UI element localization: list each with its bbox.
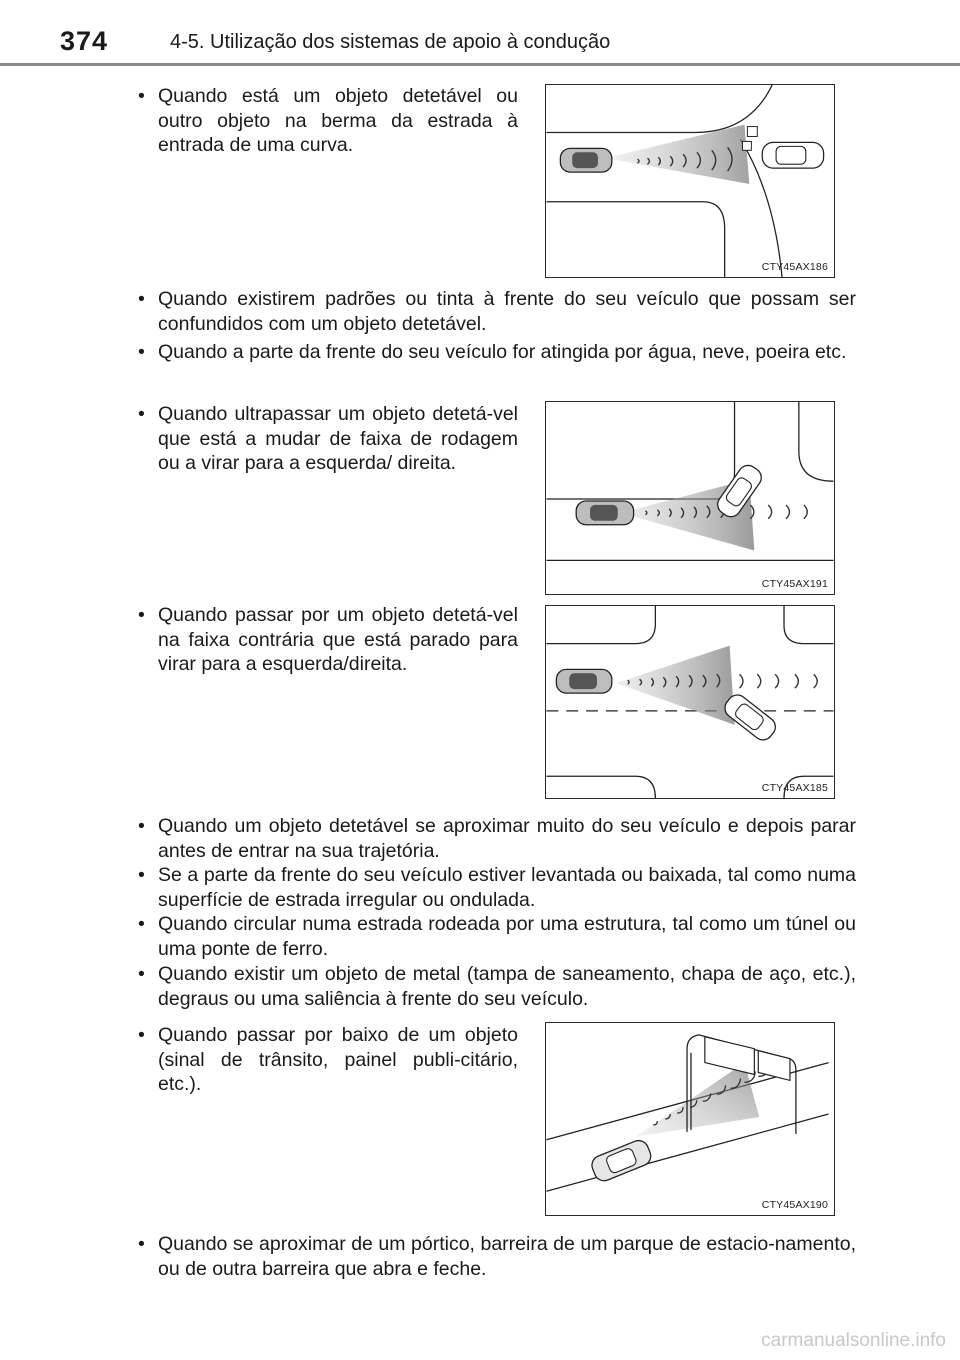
figure-curve-roadside-object [545,84,835,278]
bullet-item: • Quando está um objeto detetável ou outro objeto na berma da estrada à entrada de uma curva. [132,84,518,158]
own-vehicle [560,148,611,172]
figure-code: CTY45AX185 [761,782,828,794]
own-vehicle [576,501,633,525]
sensor-beam [606,125,750,184]
header-divider [0,63,960,66]
intersection-illustration [546,402,834,594]
bullet-item: • Quando a parte da frente do seu veículo for atingida por água, neve, poeira etc. [132,340,856,365]
figure-overtaking-turning-vehicle [545,401,835,595]
section-title: 4-5. Utilização dos sistemas de apoio à condução [170,31,611,53]
bullet-item: • Quando circular numa estrada rodeada por uma estrutura, tal como um túnel ou uma ponte de ferro. [132,912,856,961]
sensor-beam [616,646,735,725]
figure-code: CTY45AX190 [761,1199,828,1211]
bullet-item: • Quando existirem padrões ou tinta à frente do seu veículo que possam ser confundidos com um objeto detetável. [132,287,856,336]
own-vehicle [556,669,611,693]
figure-code: CTY45AX186 [761,261,828,273]
parked-vehicle [762,142,823,168]
bullet-item: • Quando um objeto detetável se aproximar muito do seu veículo e depois parar antes de entrar na sua trajetória. [132,814,856,863]
sensor-beam [636,1063,760,1137]
bullet-item: • Quando se aproximar de um pórtico, barreira de um parque de estacio-namento, ou de outra barreira que abra e feche. [132,1232,856,1281]
page-number: 374 [60,26,109,56]
bullet-item: • Quando passar por um objeto detetá-vel na faixa contrária que está parado para virar para a esquerda/direita. [132,603,518,677]
bullet-item: • Quando existir um objeto de metal (tampa de saneamento, chapa de aço, etc.), degraus ou uma saliência à frente do seu veículo. [132,962,856,1011]
bullet-item: • Quando passar por baixo de um objeto (sinal de trânsito, painel publi-citário, etc.). [132,1023,518,1097]
figure-opposite-lane-vehicle [545,605,835,799]
opposite-lane-illustration [546,606,834,798]
curve-road-illustration [546,85,834,277]
own-vehicle [589,1138,654,1184]
watermark: carmanualsonline.info [761,1330,946,1351]
bullet-item: • Quando ultrapassar um objeto detetá-vel que está a mudar de faixa de rodagem ou a virar para a esquerda/ direita. [132,402,518,476]
figure-code: CTY45AX191 [761,578,828,590]
figure-overhead-sign [545,1022,835,1216]
overhead-sign-illustration [546,1023,834,1215]
bullet-item: • Se a parte da frente do seu veículo estiver levantada ou baixada, tal como numa superfície de estrada irregular ou ondulada. [132,863,856,912]
